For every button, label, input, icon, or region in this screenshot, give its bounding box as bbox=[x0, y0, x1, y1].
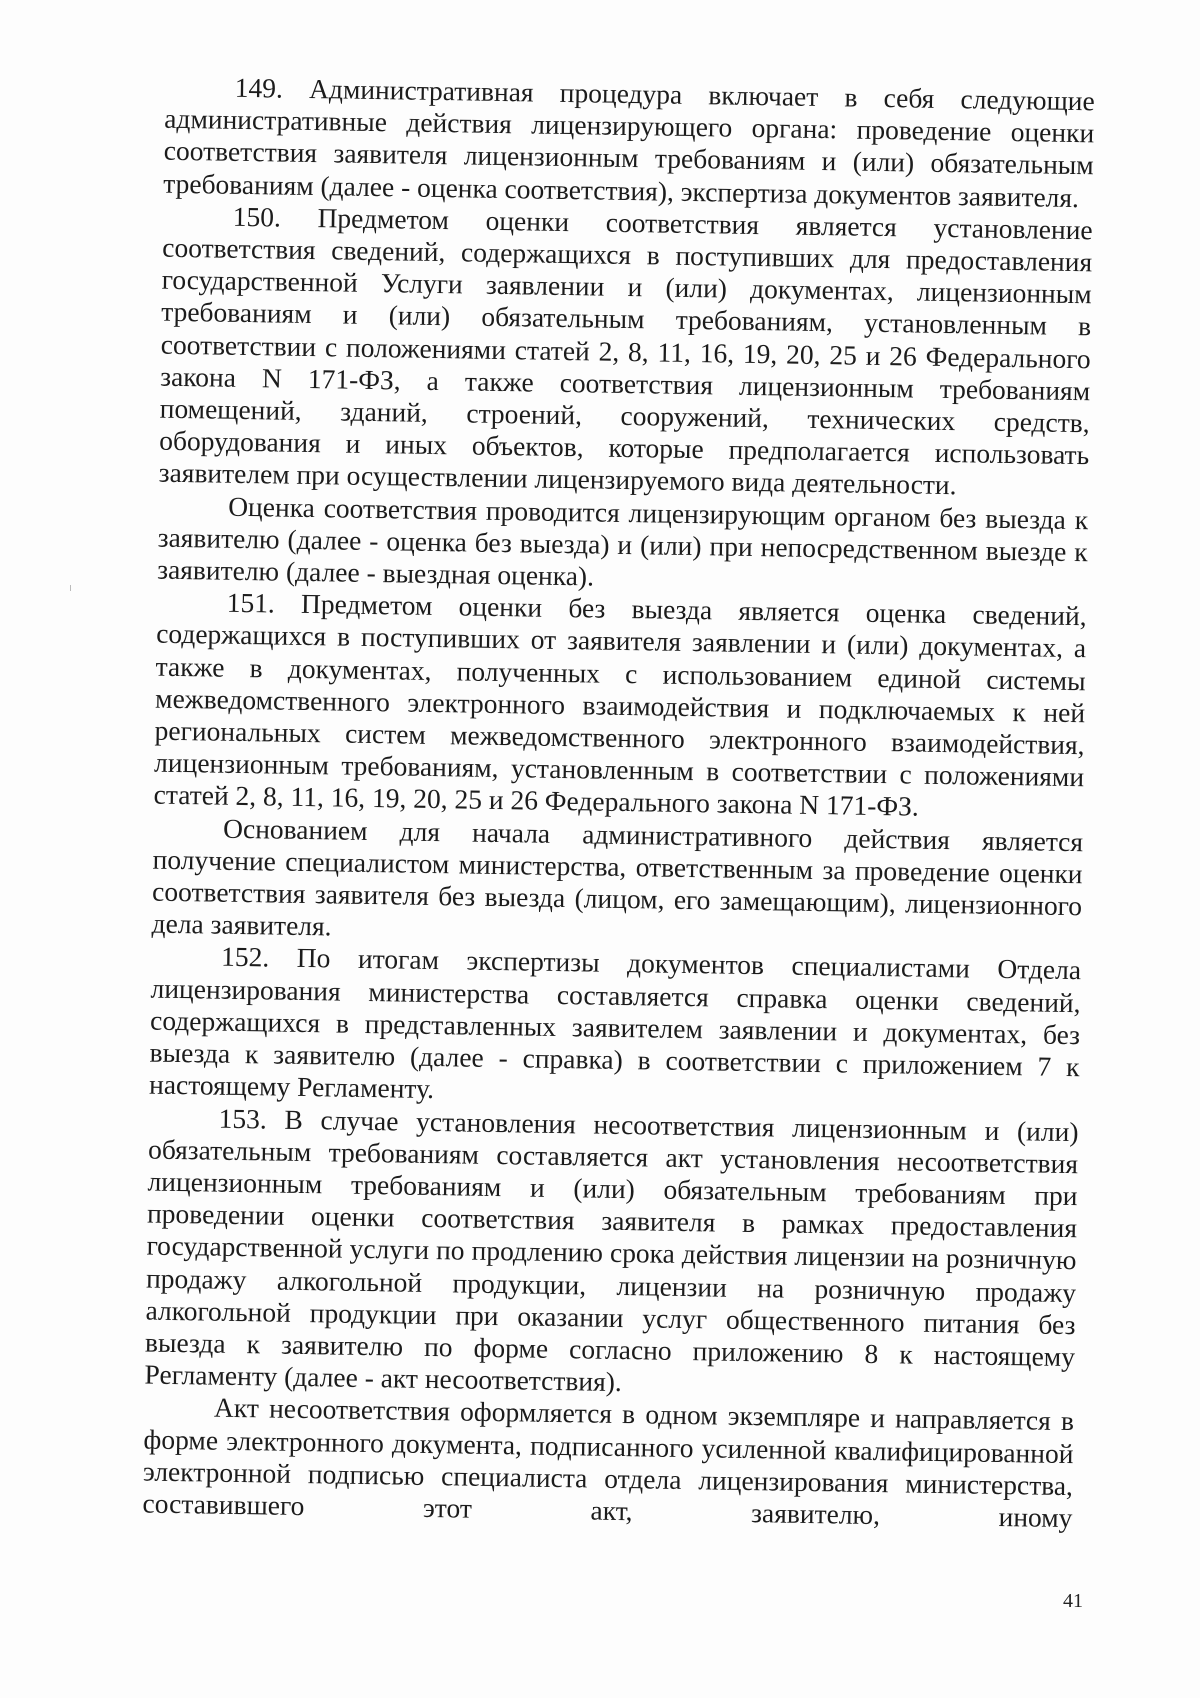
scan-mark bbox=[70, 585, 71, 591]
paragraph-grounds: Основанием для начала административного действия является получение специалистом министерства, ответственным за проведение оценки соответствия заявителя без выезда (лицом, его замещающим), лицензионного дела заявителя. bbox=[151, 812, 1084, 942]
paragraph-act-nonconformity: Акт несоответствия оформляется в одном экземпляре и направляется в форме электронного документа, подписанного усиленной квалифицированной электронной подписью специалиста отдела лицензирования министерства, составившего этот акт, заявителю, иному bbox=[142, 1391, 1075, 1534]
paragraph-149: 149. Административная процедура включает в себя следующие административные действия лицензирующего органа: проведение оценки соответствия заявителя лицензионным требованиям и (или) обязательным требованиям (далее - оценка соответствия), экспертиза документов заявителя. bbox=[163, 71, 1095, 213]
paragraph-assessment-methods: Оценка соответствия проводится лицензирующим органом без выезда к заявителю (далее - оценка без выезда) и (или) при непосредственном выезде к заявителю (далее - выездная оценка). bbox=[156, 490, 1089, 592]
paragraph-153: 153. В случае установления несоответствия лицензионным и (или) обязательным требованиям составляется акт установления несоответствия лицензионным требованиям и (или) обязательным требованиям при проведении оценки соответствия заявителя в рамках предоставления государственной услуги по продлению срока действия лицензии на розничную продажу алкогольной продукции, лицензии на розничную продажу алкогольной продукции при оказании услуг общественного питания без выезда к заявителю по форме согласно приложению 8 к настоящему Регламенту (далее - акт несоответствия). bbox=[144, 1102, 1079, 1398]
paragraph-151: 151. Предметом оценки без выезда является оценка сведений, содержащихся в поступивших от заявителя заявлении и (или) документах, а также в документах, полученных с использованием единой системы межведомственного электронного взаимодействия и подключаемых к ней региональных систем межведомственного электронного взаимодействия, лицензионным требованиям, установленным в соответствии с положениями статей 2, 8, 11, 16, 19, 20, 25 и 26 Федерального закона N 171-ФЗ. bbox=[153, 586, 1087, 823]
paragraph-150: 150. Предметом оценки соответствия является установление соответствия сведений, содержащихся в поступивших для предоставления государственной Услуги заявлении и (или) документах, лицензионным требованиям и (или) обязательным требованиям, установленным в соответствии с положениями статей 2, 8, 11, 16, 19, 20, 25 и 26 Федерального закона N 171-ФЗ, а также соответствия лицензионным требованиям помещений, зданий, строений, сооружений, технических средств, оборудования и иных объектов, которые предполагается использовать заявителем при осуществлении лицензируемого вида деятельности. bbox=[158, 200, 1093, 501]
document-body bbox=[142, 71, 1095, 1535]
page-number: 41 bbox=[1063, 1590, 1083, 1612]
paragraph-152: 152. По итогам экспертизы документов специалистами Отдела лицензирования министерства составляется справка оценки сведений, содержащихся в представленных заявителем заявлении и документах, без выезда к заявителю (далее - справка) в соответствии с приложением 7 к настоящему Регламенту. bbox=[148, 941, 1082, 1105]
